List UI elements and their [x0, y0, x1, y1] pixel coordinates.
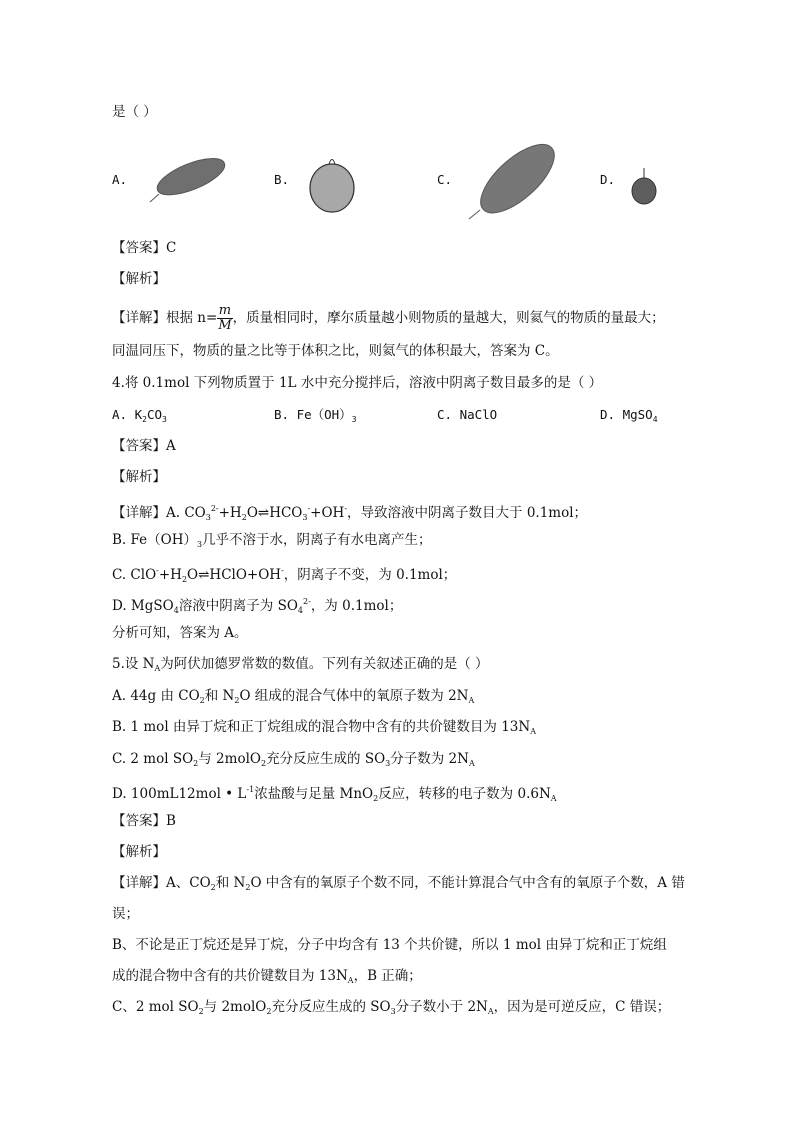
- q4-stem: 4.将 0.1mol 下列物质置于 1L 水中充分搅拌后，溶液中阴离子数目最多的是（ ）: [112, 375, 603, 391]
- q3-detail-suffix: ，质量相同时，摩尔质量越小则物质的量越大，则氦气的物质的量最大；: [232, 310, 665, 326]
- q5-option-d: D. 100mL12mol • $L^{-1}$浓盐酸与足量 MnO$_2$反应，转移的电子数为 $0.6N_A$: [112, 785, 557, 803]
- q5-option-c: C. 2 mol $SO_2$与 2molO$_2$充分反应生成的 $SO_3$分子数为 $2N_A$: [112, 751, 475, 768]
- q5-explain-b-line-1: B、不论是正丁烷还是异丁烷，分子中均含有 13 个共价键，所以 1 mol 由异丁烷和正丁烷组: [112, 937, 667, 953]
- q5-answer: 【答案】B: [112, 813, 176, 829]
- q3-detail-line-2: 同温同压下，物质的量之比等于体积之比，则氦气的体积最大，答案为 C。: [112, 343, 559, 359]
- q5-explain-b-line-2: 成的混合物中含有的共价键数目为 $13N_A$，B 正确；: [112, 968, 422, 985]
- q5-explain-c: C、2 mol $SO_2$与 2molO$_2$充分反应生成的 $SO_3$分子数小于 $2N_A$，因为是可逆反应，C 错误；: [112, 999, 671, 1016]
- q4-detail-a: 【详解】A. $CO_3^{2-}+H_2O\rightleftharpoons HCO_3^-+OH^-$，导致溶液中阴离子数目大于 0.1mol；: [112, 504, 588, 522]
- q5-explain-a-line-1: 【详解】A、$CO_2$和 $N_2O$ 中含有的氧原子个数不同，不能计算混合气中含有的氧原子个数，A 错: [112, 875, 685, 892]
- balloon-d-image: [628, 164, 660, 208]
- q3-detail-prefix: 【详解】根据 n=: [112, 310, 218, 326]
- q4-option-d: D. MgSO$_4$: [600, 407, 658, 424]
- q3-stem-tail: 是（ ）: [112, 104, 157, 120]
- q4-detail-d: D. MgSO$_4$溶液中阴离子为 $SO_4^{2-}$，为 0.1mol；: [112, 597, 403, 615]
- balloon-c-image: [466, 140, 562, 224]
- q3-option-b-label: B.: [274, 172, 290, 187]
- q3-option-c-label: C.: [437, 172, 453, 187]
- q4-analysis-heading: 【解析】: [112, 469, 166, 485]
- q4-summary: 分析可知，答案为 A。: [112, 625, 248, 641]
- q3-answer: 【答案】C: [112, 240, 177, 256]
- q3-option-d-label: D.: [600, 172, 616, 187]
- fraction-numerator: m: [218, 303, 232, 318]
- q5-option-b: B. 1 mol 由异丁烷和正丁烷组成的混合物中含有的共价键数目为 $13N_A$: [112, 719, 536, 736]
- q4-option-b: B. $Fe(OH)_3$: [274, 407, 357, 424]
- q5-option-a: A. 44g 由 $CO_2$和 $N_2O$ 组成的混合气体中的氧原子数为 $2N_A$: [112, 688, 475, 705]
- q4-answer: 【答案】A: [112, 438, 176, 454]
- q3-detail-line-1: [112, 301, 665, 335]
- balloon-a-image: [146, 154, 230, 206]
- molar-fraction: [217, 304, 232, 333]
- q3-analysis-heading: 【解析】: [112, 271, 166, 287]
- q4-detail-c: C. $ClO^-+H_2O\rightleftharpoons HClO+OH^-$，阴离子不变，为 0.1mol；: [112, 566, 457, 584]
- q4-option-c: C. NaClO: [437, 407, 498, 422]
- fraction-denominator: M: [218, 318, 232, 333]
- balloon-b-image: [306, 150, 358, 216]
- q4-option-a: A. $K_2CO_3$: [112, 407, 167, 424]
- q5-analysis-heading: 【解析】: [112, 844, 166, 860]
- q5-explain-a-line-2: 误；: [112, 906, 139, 922]
- q5-stem: 5.设 $N_A$为阿伏加德罗常数的数值。下列有关叙述正确的是（ ）: [112, 656, 489, 673]
- q4-detail-b: B. $Fe(OH)_3$几乎不溶于水，阴离子有水电离产生；: [112, 532, 432, 549]
- q3-option-a-label: A.: [112, 172, 128, 187]
